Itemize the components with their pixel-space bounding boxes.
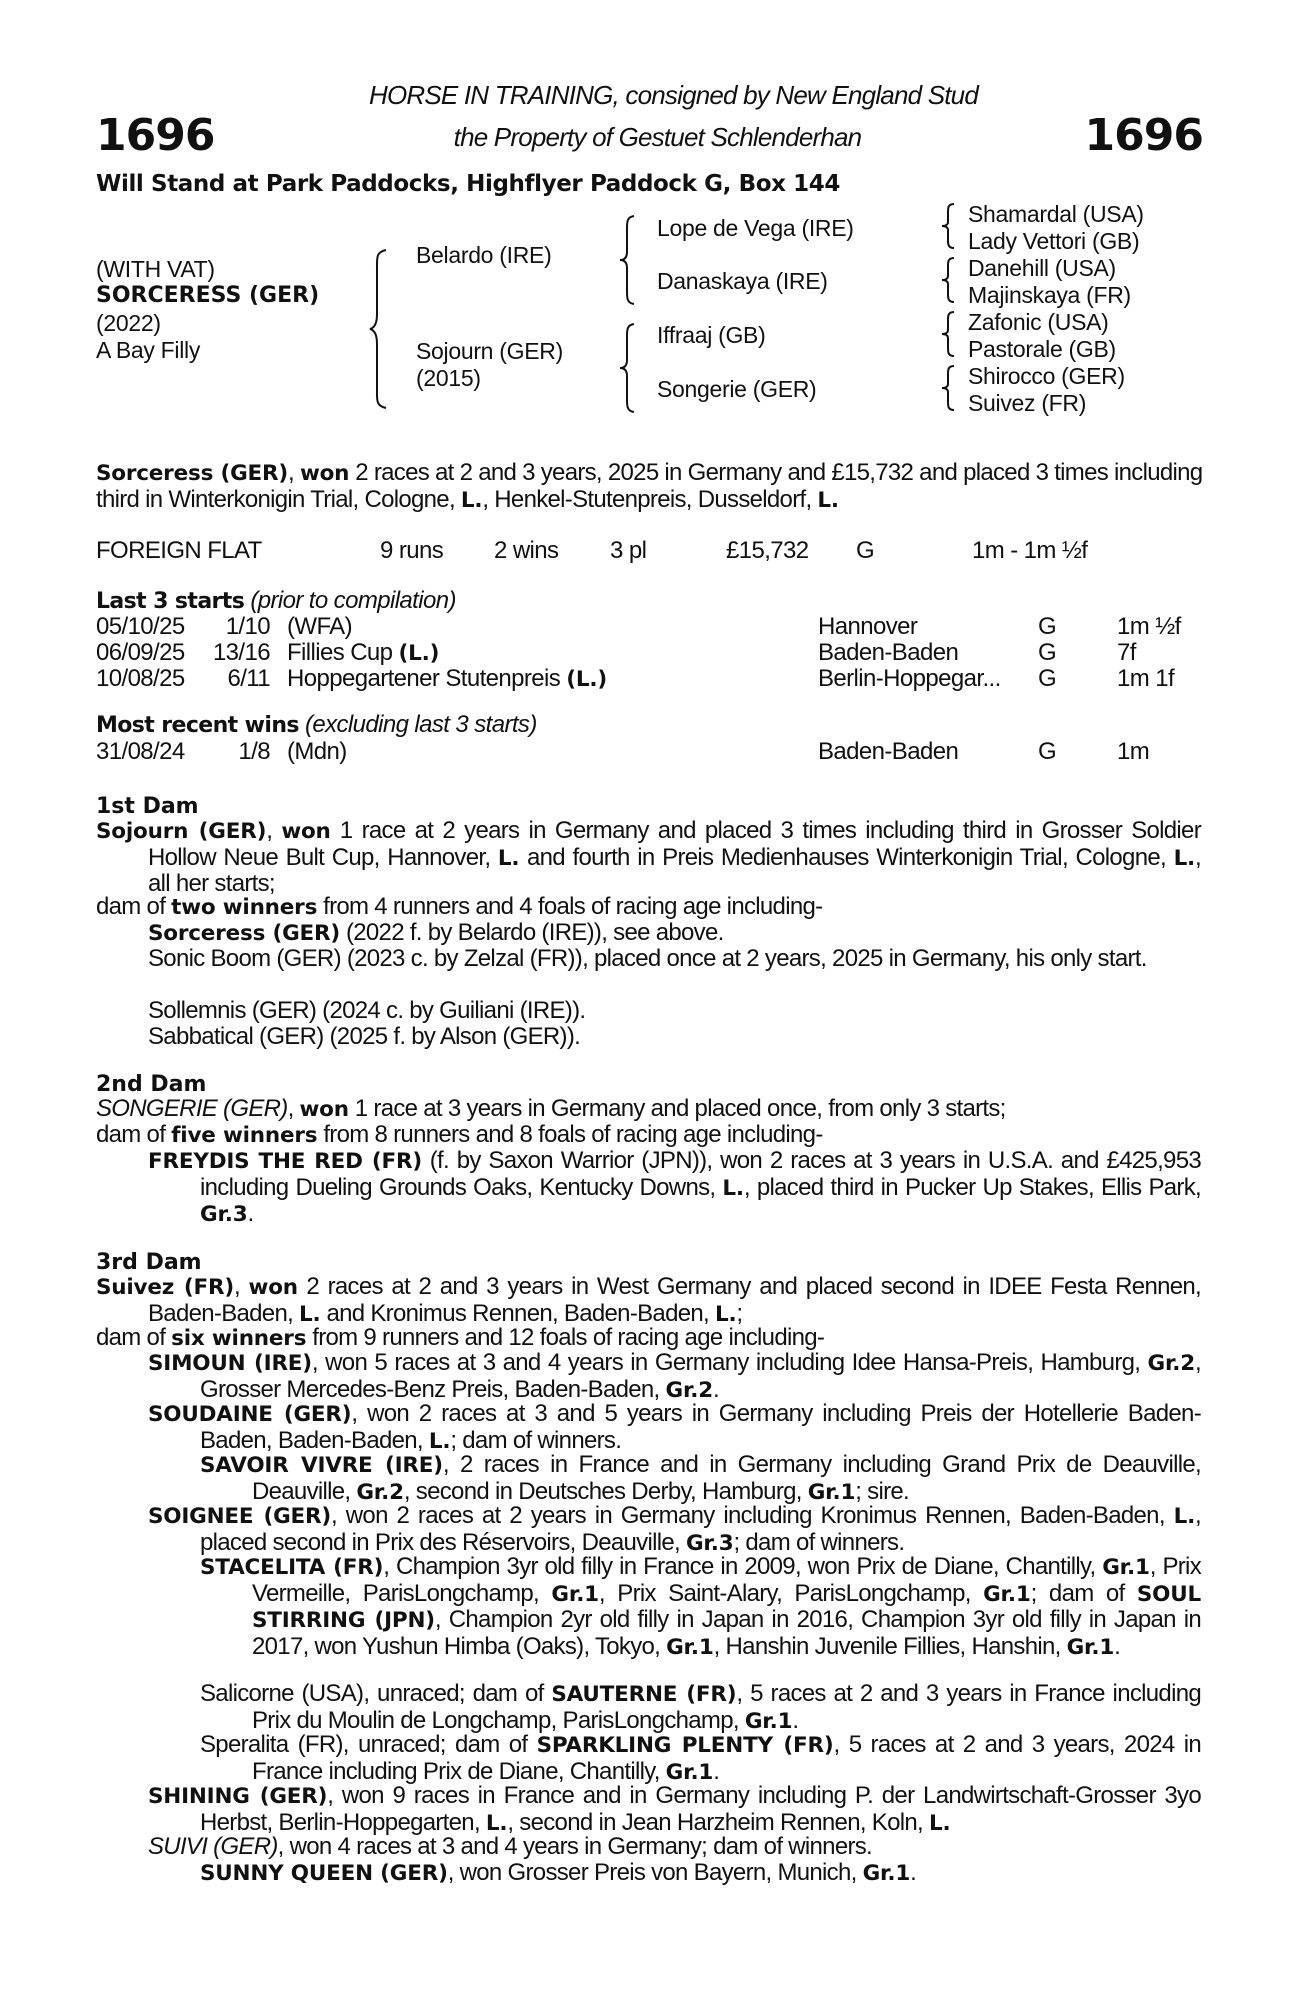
race-name: Hoppegartener Stutenpreis: [287, 665, 567, 692]
stand-location: Will Stand at Park Paddocks, Highflyer Paddock G, Box 144: [96, 171, 840, 197]
produce-soudaine: [148, 1401, 1201, 1454]
last3-title: Last 3 starts: [96, 589, 245, 614]
dam-of-suffix: from 4 runners and 4 foals of racing age including-: [317, 893, 823, 920]
produce-text: , Prix Saint-Alary, ParisLongchamp,: [598, 1579, 984, 1607]
dam1-text-3: , all her starts;: [148, 843, 1201, 897]
record-distance: 1m - 1m ½f: [972, 537, 1088, 564]
row-distance: 1m 1f: [1117, 665, 1175, 692]
group-mark: Gr.2: [1147, 1351, 1196, 1376]
row-date: 06/09/25: [96, 639, 185, 666]
gg-8: Suivez (FR): [968, 390, 1087, 416]
horse-year: (2022): [96, 310, 161, 336]
row-date: 05/10/25: [96, 613, 185, 640]
horse-vat: (WITH VAT): [96, 256, 215, 282]
dam3-text-1: 2 races at 2 and 3 years in West Germany and placed second in IDEE Festa Rennen, Baden-Baden,: [148, 1273, 1202, 1327]
produce-text: , won 5 races at 3 and 4 years in Germany including Idee Hansa-Preis, Hamburg,: [311, 1349, 1148, 1376]
produce-text: , won 9 races in France and in Germany including P. der Landwirtschaft-Grosser 3yo Herbst, Berlin-Hoppegarten,: [200, 1782, 1201, 1836]
race-name: Fillies Cup: [287, 639, 399, 666]
row-course: Hannover: [818, 613, 918, 640]
dam2-paragraph: SONGERIE (GER), won 1 race at 3 years in Germany and placed once, from only 3 starts;: [96, 1095, 1006, 1122]
produce-name: FREYDIS THE RED (FR): [148, 1149, 422, 1174]
dam3-winners-count: six winners: [171, 1326, 307, 1351]
dam3-text-2: and Kronimus Rennen, Baden-Baden,: [320, 1299, 715, 1327]
produce-text: , Grosser Mercedes-Benz Preis, Baden-Baden,: [200, 1349, 1201, 1403]
produce-text: ; dam of winners.: [450, 1426, 622, 1454]
row-position: 1/10: [225, 613, 270, 640]
row-position: 6/11: [227, 665, 270, 692]
dam-dam: Songerie (GER): [657, 376, 817, 402]
listed-mark: L.: [1173, 845, 1196, 871]
record-label: FOREIGN FLAT: [96, 537, 262, 564]
produce-speralita: [200, 1732, 1201, 1785]
record-going: G: [856, 537, 875, 564]
dam3-name: Suivez (FR): [96, 1275, 235, 1300]
dam2-heading: 2nd Dam: [96, 1072, 207, 1097]
produce-text: , won 2 races at 3 and 5 years in Germany including Preis der Hotellerie Baden-Baden, Baden-Baden,: [200, 1400, 1201, 1454]
produce-name: SUIVI (GER): [148, 1833, 278, 1860]
sire-dam: Danaskaya (IRE): [657, 268, 828, 294]
row-race: (WFA): [287, 613, 352, 640]
lot-number-right: 1696: [1084, 110, 1203, 161]
produce-item: [148, 1024, 1201, 1050]
record-runs: 9 runs: [380, 537, 444, 564]
horse-description: A Bay Filly: [96, 337, 201, 363]
header-property: the Property of Gestuet Schlenderhan: [453, 122, 862, 152]
produce-text: .: [792, 1706, 799, 1734]
produce-simoun: [148, 1350, 1201, 1403]
group-mark: Gr.1: [551, 1581, 599, 1607]
row-position: 1/8: [238, 738, 270, 765]
group-mark: Gr.1: [665, 1759, 714, 1785]
gg-7: Shirocco (GER): [968, 363, 1125, 389]
listed-mark: L.: [299, 1301, 321, 1327]
race-grade: (L.): [398, 641, 440, 666]
produce-text: .: [713, 1375, 719, 1403]
produce-text: .: [1114, 1632, 1121, 1660]
produce-name: SAVOIR VIVRE (IRE): [200, 1453, 443, 1478]
dam1-dam-of: [96, 894, 1201, 921]
produce-suivi: [148, 1834, 1201, 1860]
dam2-name: SONGERIE (GER): [96, 1095, 288, 1122]
dam1-text-2: and fourth in Preis Medienhauses Winterkonigin Trial, Cologne,: [519, 843, 1174, 871]
dam2-dam-of: [96, 1122, 1201, 1149]
row-distance: 1m ½f: [1117, 613, 1181, 640]
listed-mark: L.: [928, 1810, 951, 1836]
pedigree-brace-sire: [618, 214, 638, 306]
produce-text: ; sire.: [855, 1477, 909, 1505]
produce-text: Salicorne (USA), unraced; dam of: [200, 1680, 552, 1707]
produce-text: (f. by Saxon Warrior (JPN)), won 2 races at 3 years in U.S.A. and £425,953 including Dueling Grounds Oaks, Kentucky Downs,: [200, 1147, 1201, 1201]
group-mark: Gr.1: [666, 1634, 714, 1660]
row-course: Baden-Baden: [818, 639, 959, 666]
group-mark: Gr.2: [356, 1479, 404, 1505]
row-date: 31/08/24: [96, 738, 185, 765]
produce-soignee: [148, 1503, 1201, 1556]
produce-name: SAUTERNE (FR): [551, 1682, 737, 1707]
produce-text: , second in Deutsches Derby, Hamburg,: [403, 1477, 808, 1505]
summary-text-1: 2 races at 2 and 3 years, 2025 in Germany and £15,732 and placed 3 times including third in Winterkonigin Trial, Cologne,: [96, 459, 1203, 513]
produce-item: [148, 920, 1201, 947]
brace-gg3: [940, 310, 958, 358]
listed-mark: L.: [485, 1810, 508, 1836]
row-race: [287, 640, 439, 667]
row-distance: 1m: [1117, 738, 1150, 765]
dam3-won: won: [248, 1275, 298, 1300]
produce-text: , placed third in Pucker Up Stakes, Ellis Park,: [743, 1173, 1201, 1201]
produce-text: , placed second in Prix des Réservoirs, Deauville,: [200, 1502, 1202, 1556]
record-wins: 2 wins: [494, 537, 559, 564]
gg-4: Majinskaya (FR): [968, 282, 1131, 308]
produce-text: Sollemnis (GER) (2024 c. by Guiliani (IRE)).: [148, 997, 586, 1024]
summary-paragraph: Sorceress (GER), won 2 races at 2 and 3 years, 2025 in Germany and £15,732 and placed 3 times including third in Winterkonigin Trial, Cologne, L., Henkel-Stutenpreis, Dusseldorf, L.: [96, 459, 1203, 513]
dam1-name: Sojourn (GER): [96, 819, 267, 844]
produce-text: .: [910, 1859, 917, 1886]
brace-gg4: [940, 364, 958, 412]
produce-text: , Hanshin Juvenile Fillies, Hanshin,: [713, 1632, 1067, 1660]
produce-salicorne: [200, 1681, 1201, 1734]
group-mark: Gr.3: [685, 1530, 734, 1556]
group-mark: Gr.2: [665, 1377, 714, 1403]
summary-won: won: [299, 461, 350, 486]
produce-shining: [148, 1783, 1201, 1836]
produce-text: (2022 f. by Belardo (IRE)), see above.: [340, 919, 724, 946]
gg-6: Pastorale (GB): [968, 336, 1116, 362]
record-placed: 3 pl: [610, 537, 647, 564]
row-race: (Mdn): [287, 738, 347, 765]
produce-text: , 5 races at 2 and 3 years in France including Prix du Moulin de Longchamp, ParisLongchamp,: [252, 1680, 1201, 1734]
produce-text: , Champion 3yr old filly in France in 2009, won Prix de Diane, Chantilly,: [383, 1553, 1103, 1580]
produce-text: Speralita (FR), unraced; dam of: [200, 1731, 537, 1758]
last3-note: (prior to compilation): [250, 587, 456, 614]
summary-horse-name: Sorceress (GER): [96, 461, 288, 486]
produce-text: , Prix Vermeille, ParisLongchamp,: [252, 1553, 1201, 1607]
dam1-text-1: 1 race at 2 years in Germany and placed 3 times including third in Grosser Soldier Hollow Neue Bult Cup, Hannover,: [148, 817, 1201, 871]
listed-mark: L.: [497, 845, 520, 871]
pedigree-brace-dam: [618, 322, 638, 414]
gg-1: Shamardal (USA): [968, 201, 1144, 227]
group-mark: Gr.1: [862, 1861, 911, 1886]
produce-sunny-queen: [200, 1860, 1201, 1887]
horse-name: SORCERESS (GER): [96, 283, 320, 308]
dam-of-prefix: dam of: [96, 1121, 172, 1148]
row-going: G: [1038, 665, 1057, 692]
produce-stacelita: [200, 1554, 1201, 1660]
dam-of-prefix: dam of: [96, 893, 172, 920]
brace-gg1: [940, 202, 958, 250]
group-mark: Gr.1: [983, 1581, 1031, 1607]
dam-of-suffix: from 9 runners and 12 foals of racing age including-: [306, 1324, 825, 1351]
produce-name: SOUDAINE (GER): [148, 1402, 352, 1427]
produce-text: , won Grosser Preis von Bayern, Munich,: [447, 1859, 863, 1886]
produce-text: , second in Jean Harzheim Rennen, Koln,: [507, 1808, 929, 1836]
dam-sire: Iffraaj (GB): [657, 322, 766, 348]
row-going: G: [1038, 738, 1057, 765]
dam-of-suffix: from 8 runners and 8 foals of racing age including-: [317, 1121, 823, 1148]
produce-text: .: [713, 1757, 720, 1785]
produce-item: [148, 946, 1201, 972]
row-position: 13/16: [212, 639, 270, 666]
listed-mark: L.: [428, 1428, 451, 1454]
dam2-text: 1 race at 3 years in Germany and placed once, from only 3 starts;: [348, 1095, 1006, 1122]
row-going: G: [1038, 639, 1057, 666]
produce-text: ; dam of winners.: [733, 1528, 905, 1556]
group-mark: Gr.1: [1066, 1634, 1115, 1660]
produce-name: Sorceress (GER): [148, 921, 340, 946]
pedigree-brace-main: [368, 248, 392, 410]
produce-text: , won 4 races at 3 and 4 years in Germany; dam of winners.: [277, 1833, 873, 1860]
dam3-text-3: ;: [736, 1299, 743, 1327]
dam3-dam-of: [96, 1325, 1201, 1352]
dam-of-prefix: dam of: [96, 1324, 172, 1351]
produce-text: , Champion 2yr old filly in Japan in 2016, Champion 3yr old filly in Japan in 2017, won Yushun Himba (Oaks), Tokyo,: [252, 1606, 1201, 1660]
recent-wins-title: Most recent wins: [96, 713, 299, 738]
produce-text: Sabbatical (GER) (2025 f. by Alson (GER)).: [148, 1023, 581, 1050]
dam3-heading: 3rd Dam: [96, 1250, 202, 1275]
sire: Belardo (IRE): [416, 242, 552, 268]
produce-text: ; dam of: [1030, 1579, 1137, 1607]
row-going: G: [1038, 613, 1057, 640]
dam: Sojourn (GER): [416, 338, 563, 364]
recent-wins-note: (excluding last 3 starts): [304, 711, 537, 738]
gg-3: Danehill (USA): [968, 255, 1116, 281]
record-earnings: £15,732: [726, 537, 809, 564]
dam2-winners-count: five winners: [171, 1123, 318, 1148]
gg-5: Zafonic (USA): [968, 309, 1109, 335]
group-mark: Gr.1: [744, 1708, 793, 1734]
group-mark: Gr.1: [1102, 1555, 1150, 1580]
listed-mark: L.: [1173, 1504, 1196, 1529]
produce-item: [148, 1148, 1201, 1228]
dam1-paragraph: Sojourn (GER), won 1 race at 2 years in Germany and placed 3 times including third in Grosser Soldier Hollow Neue Bult Cup, Hannover, L. and fourth in Preis Medienhauses Winterkonigin Trial, Cologne, L., all her starts;: [96, 817, 1201, 897]
produce-name: SIMOUN (IRE): [148, 1351, 312, 1376]
produce-name: STACELITA (FR): [200, 1555, 384, 1580]
produce-savoir-vivre: [200, 1452, 1201, 1505]
produce-name: SUNNY QUEEN (GER): [200, 1861, 448, 1886]
dam1-winners-count: two winners: [171, 895, 318, 920]
row-course: Baden-Baden: [818, 738, 959, 765]
brace-gg2: [940, 256, 958, 304]
group-mark: Gr.1: [807, 1479, 856, 1505]
dam3-paragraph: Suivez (FR), won 2 races at 2 and 3 years in West Germany and placed second in IDEE Festa Rennen, Baden-Baden, L. and Kronimus Rennen, Baden-Baden, L.;: [96, 1273, 1202, 1327]
gg-2: Lady Vettori (GB): [968, 228, 1140, 254]
recent-wins-heading: [96, 712, 537, 739]
last3-heading: [96, 588, 456, 615]
listed-mark: L.: [714, 1301, 737, 1327]
produce-item: [148, 998, 1201, 1024]
row-course: Berlin-Hoppegar...: [818, 665, 1001, 692]
produce-text: , 2 races in France and in Germany including Grand Prix de Deauville, Deauville,: [252, 1451, 1201, 1505]
dam1-won: won: [281, 819, 331, 844]
dam2-won: won: [299, 1097, 349, 1122]
produce-name: SOIGNEE (GER): [148, 1504, 332, 1529]
produce-text: , 5 races at 2 and 3 years, 2024 in France including Prix de Diane, Chantilly,: [252, 1731, 1201, 1785]
produce-text: .: [247, 1200, 254, 1227]
lot-number-left: 1696: [96, 110, 215, 161]
row-distance: 7f: [1117, 639, 1136, 666]
header-consignment: HORSE IN TRAINING, consigned by New England Stud: [369, 80, 978, 110]
produce-text: Sonic Boom (GER) (2023 c. by Zelzal (FR)), placed once at 2 years, 2025 in Germany, his only start.: [148, 945, 1147, 972]
listed-mark: L.: [460, 487, 483, 513]
listed-mark: L.: [722, 1175, 744, 1201]
group-mark: Gr.3: [200, 1202, 248, 1227]
produce-name: SHINING (GER): [148, 1784, 328, 1809]
row-date: 10/08/25: [96, 665, 185, 692]
produce-name: SPARKLING PLENTY (FR): [536, 1733, 834, 1758]
produce-name: SOUL STIRRING (JPN): [252, 1581, 1201, 1633]
sire-sire: Lope de Vega (IRE): [657, 215, 854, 241]
listed-mark: L.: [817, 487, 839, 513]
dam-year: (2015): [416, 365, 481, 391]
race-grade: (L.): [566, 667, 607, 692]
dam1-heading: 1st Dam: [96, 794, 199, 819]
row-race: [287, 666, 607, 693]
produce-text: , won 2 races at 2 years in Germany including Kronimus Rennen, Baden-Baden,: [331, 1502, 1174, 1529]
summary-text-2: , Henkel-Stutenpreis, Dusseldorf,: [482, 485, 818, 513]
